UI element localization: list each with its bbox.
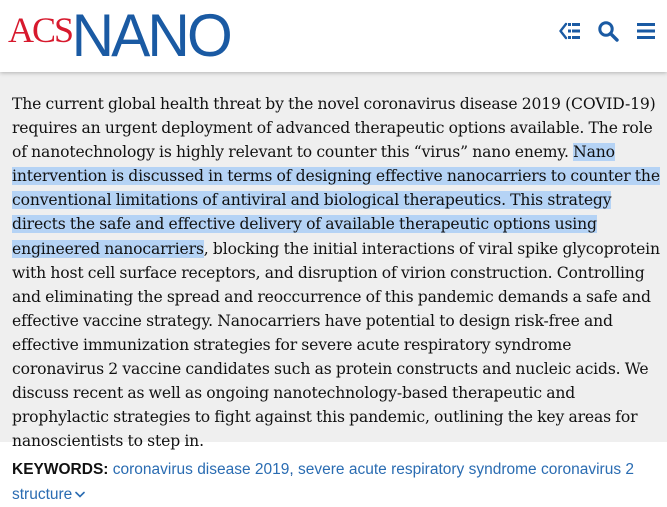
keyword-link-sars-cov-2[interactable]: severe acute respiratory syndrome coronavirus 2 xyxy=(298,461,635,478)
toc-icon[interactable] xyxy=(559,20,581,42)
acs-nano-logo[interactable] xyxy=(8,2,231,69)
header-icons xyxy=(559,20,657,42)
keyword-link-covid19[interactable]: coronavirus disease 2019 xyxy=(112,461,290,478)
keyword-link-structure[interactable]: structure xyxy=(12,486,73,503)
abstract-text-end: , blocking the initial interactions of viral spike glycoprotein with host cell surface receptors, and disruption of virion construction. Controlling and eliminating the spread and reoccurrence of this pandemic demands a safe and effective vaccine strategy. Nanocarriers have potential to design risk-free and effective immunization strategies for severe acute respiratory syndrome coronavirus 2 vaccine candidates such as protein constructs and nucleic acids. We discuss recent as well as ongoing nanotechnology-based therapeutic and prophylactic strategies to fight against this pandemic, outlining the key areas for nanoscientists to step in. xyxy=(12,239,660,451)
chevron-down-icon[interactable] xyxy=(75,491,85,499)
keywords-section xyxy=(12,457,662,507)
menu-icon[interactable] xyxy=(635,20,657,42)
abstract-selected-text[interactable]: Nano intervention is discussed in terms of designing effective nanocarriers to counter the conventional limitations of antiviral and biological therapeutics. This strategy directs the safe and effective delivery of available therapeutic options using engineered nanocarriers xyxy=(12,143,660,258)
keywords-label: KEYWORDS: xyxy=(12,461,109,478)
logo-acs-text: ACS xyxy=(8,10,73,50)
search-icon[interactable] xyxy=(597,20,619,42)
abstract-section xyxy=(0,72,667,451)
abstract-text xyxy=(12,92,664,453)
keyword-separator: , xyxy=(289,461,299,478)
abstract-text-start: The current global health threat by the novel coronavirus disease 2019 (COVID-19) requires an urgent deployment of advanced therapeutic options available. The role of nanotechnology is highly relevant to counter this “virus” nano enemy. xyxy=(12,95,656,162)
site-header xyxy=(0,0,667,72)
logo-nano-text: NANO xyxy=(71,2,230,69)
